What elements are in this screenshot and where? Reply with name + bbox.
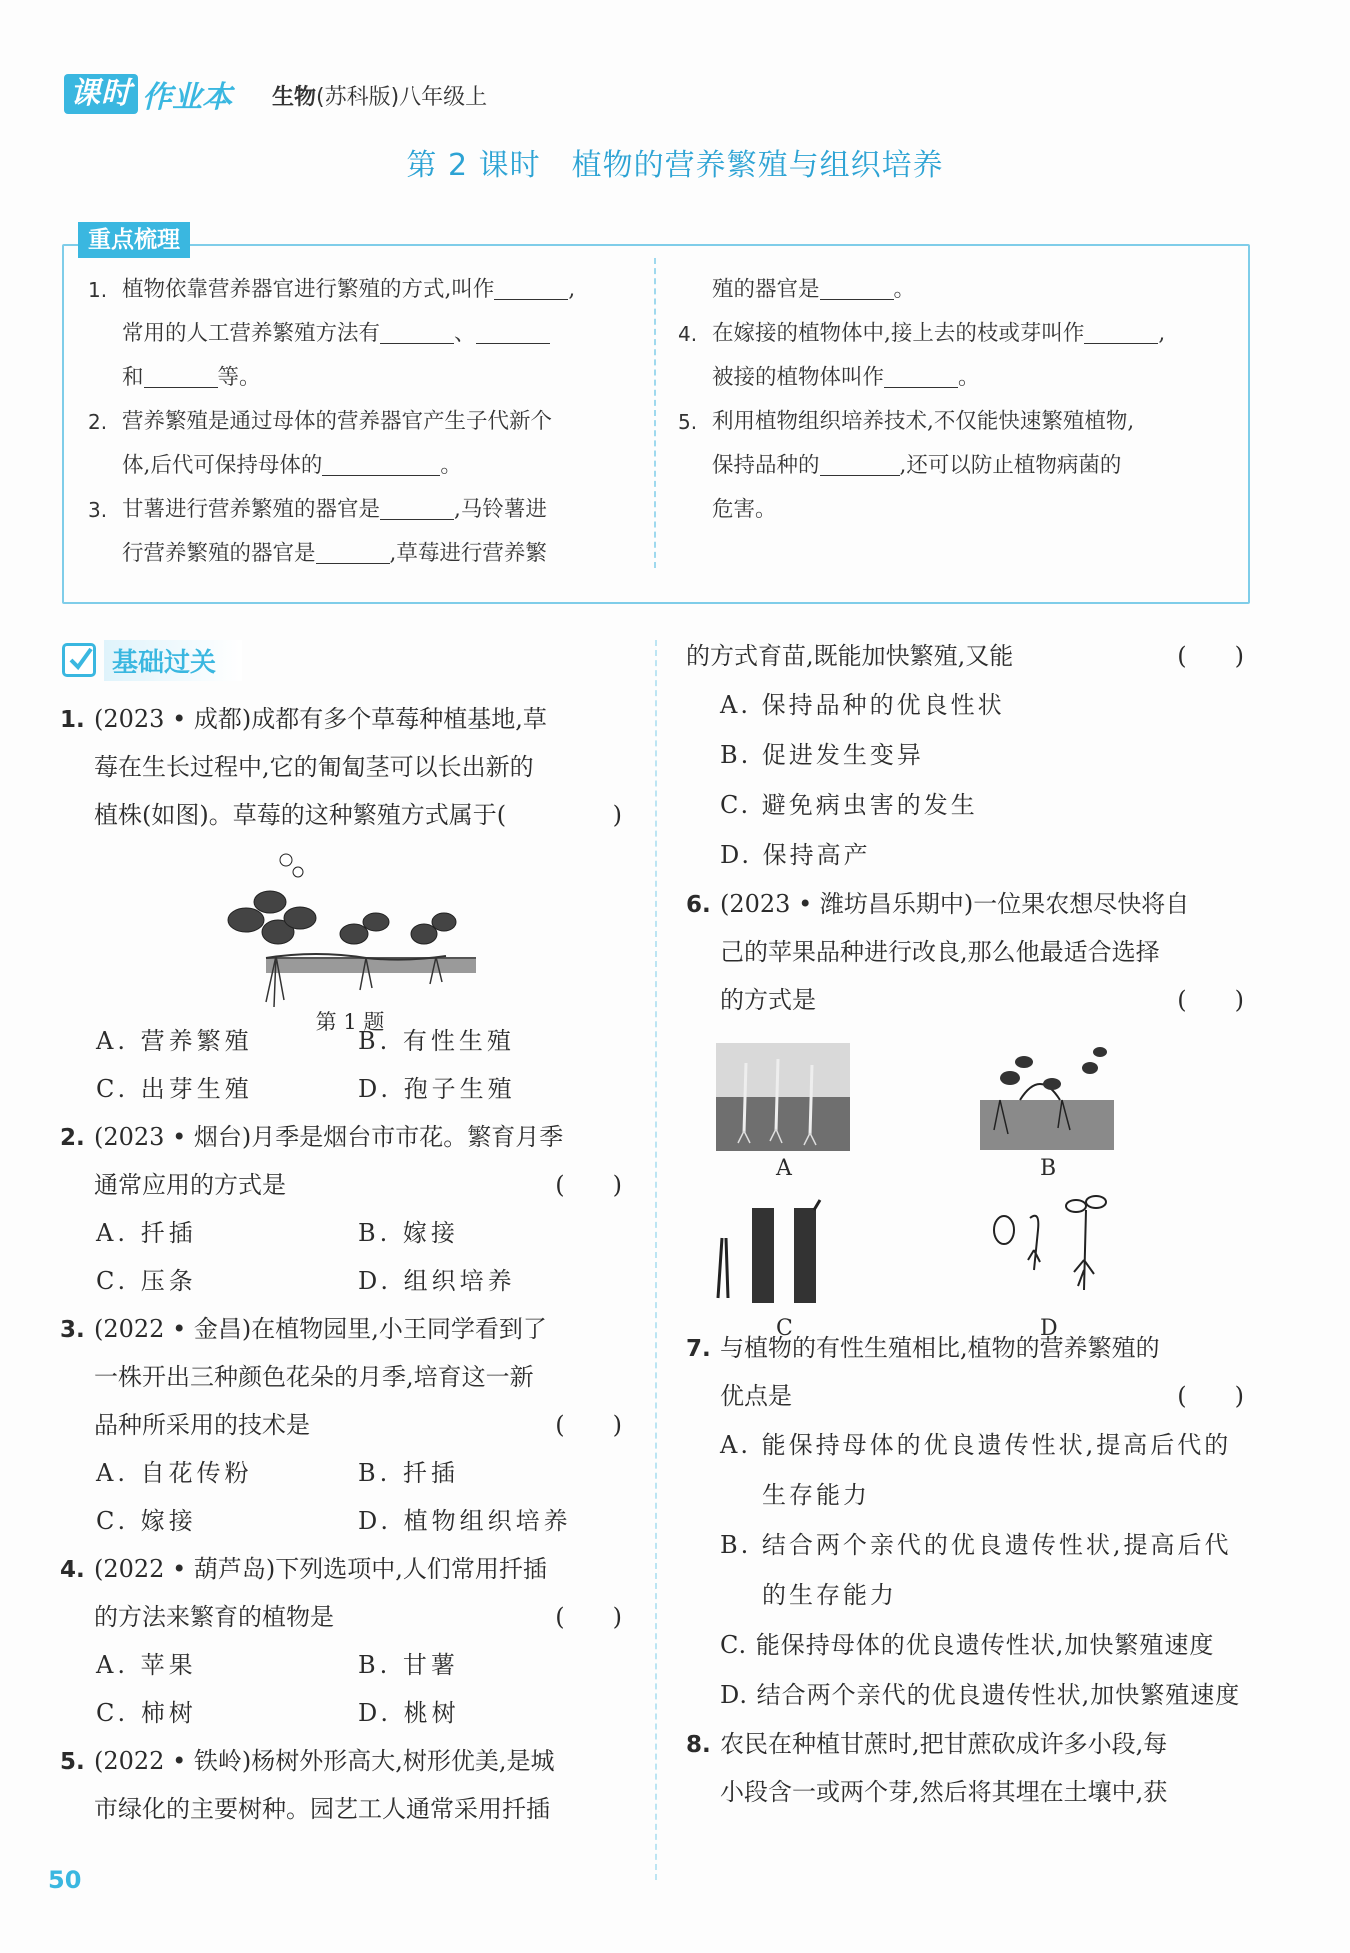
text: ,马铃薯进 — [454, 497, 547, 522]
brand-logo — [64, 74, 232, 114]
q7-option-d[interactable]: D. 结合两个亲代的优良遗传性状,加快繁殖速度 — [720, 1681, 1241, 1709]
answer-paren[interactable]: ( ) — [1177, 1382, 1244, 1410]
answer-paren[interactable]: ( ) — [555, 1171, 622, 1199]
q7-option-c[interactable]: C. 能保持母体的优良遗传性状,加快繁殖速度 — [720, 1631, 1215, 1659]
figure-label-b: B — [1040, 1156, 1057, 1181]
text: 和 — [122, 365, 144, 390]
question-number: 4. — [60, 1557, 85, 1583]
key-point-4 — [678, 312, 1226, 356]
text: 被接的植物体叫作 — [712, 365, 885, 390]
text: 与植物的有性生殖相比,植物的营养繁殖的 — [720, 1334, 1160, 1362]
key-point-3 — [88, 488, 634, 532]
text: 植物依靠营养器官进行繁殖的方式,叫作 — [122, 277, 495, 302]
subject-edition: (苏科版)八年级上 — [316, 85, 488, 110]
answer-paren[interactable]: ) — [612, 801, 622, 829]
key-point-3-line2 — [88, 532, 634, 576]
mother-plant — [228, 854, 316, 944]
answer-paren[interactable]: ( ) — [1177, 642, 1244, 670]
q5-line3 — [686, 632, 1252, 680]
figure-label-c: C — [776, 1316, 793, 1341]
q5-line2 — [60, 1785, 630, 1833]
q3-options-row2 — [60, 1497, 630, 1545]
text: 保持品种的 — [712, 453, 820, 478]
q3-line2 — [60, 1353, 630, 1401]
figure-label-d: D — [1040, 1316, 1058, 1341]
text: 。 — [440, 453, 462, 478]
q2-options-row2 — [60, 1257, 630, 1305]
key-points-tag: 重点梳理 — [78, 222, 190, 258]
q3-options-row1 — [60, 1449, 630, 1497]
text: 市绿化的主要树种。园艺工人通常采用扦插 — [94, 1795, 550, 1823]
question-number: 5. — [60, 1749, 85, 1775]
text: 危害。 — [712, 497, 777, 522]
daughter-plant-2 — [411, 913, 456, 944]
q2-line1 — [60, 1113, 630, 1161]
cutting-figure-a — [716, 1043, 850, 1151]
fill-blank[interactable] — [380, 315, 454, 344]
key-point-5-line2 — [678, 444, 1226, 488]
option-b[interactable]: B. 嫁接 — [358, 1219, 459, 1247]
q6-line3 — [686, 976, 1252, 1024]
question-number: 8. — [686, 1732, 711, 1758]
q3-line1 — [60, 1305, 630, 1353]
column-divider — [655, 640, 657, 1880]
text: ,草莓进行营养繁 — [389, 541, 547, 566]
key-point-5 — [678, 400, 1226, 444]
option-c[interactable]: C. 嫁接 — [96, 1507, 197, 1535]
page-number: 50 — [48, 1866, 82, 1894]
q7-option-b-cont: 的生存能力 — [762, 1581, 897, 1609]
key-point-5-line3 — [678, 488, 1226, 532]
text: 的方法来繁育的植物是 — [94, 1603, 334, 1631]
option-c[interactable]: C. 出芽生殖 — [96, 1075, 253, 1103]
text: 品种所采用的技术是 — [94, 1411, 310, 1439]
text: 甘薯进行营养繁殖的器官是 — [122, 497, 381, 522]
q4-options-row2 — [60, 1689, 630, 1737]
q7-option-a[interactable]: A. 能保持母体的优良遗传性状,提高后代的 — [720, 1431, 1232, 1459]
text: (2023 • 烟台)月季是烟台市市花。繁育月季 — [94, 1123, 564, 1151]
q7-line2 — [686, 1372, 1252, 1420]
grafting-figure-c — [716, 1198, 850, 1308]
key-point-2-line2 — [88, 444, 634, 488]
q4-options-row1 — [60, 1641, 630, 1689]
text: 利用植物组织培养技术,不仅能快速繁殖植物, — [712, 409, 1135, 434]
q6-line1 — [686, 880, 1252, 928]
option-c[interactable]: C. 压条 — [96, 1267, 197, 1295]
option-a[interactable]: A. 苹果 — [96, 1651, 197, 1679]
strawberry-runner-figure — [226, 842, 476, 1012]
text: 己的苹果品种进行改良,那么他最适合选择 — [720, 938, 1160, 966]
q2-line2 — [60, 1161, 630, 1209]
seed-germination-figure-d — [990, 1190, 1114, 1308]
subject-name: 生物 — [272, 85, 317, 110]
item-number: 1. — [88, 278, 108, 302]
q6-line2 — [686, 928, 1252, 976]
option-c[interactable]: C. 柿树 — [96, 1699, 197, 1727]
option-a[interactable]: A. 营养繁殖 — [96, 1027, 253, 1055]
q1-line2 — [60, 743, 630, 791]
q6-figures — [706, 1038, 1126, 1341]
answer-paren[interactable]: ( ) — [555, 1411, 622, 1439]
q7-option-b[interactable]: B. 结合两个亲代的优良遗传性状,提高后代 — [720, 1531, 1232, 1559]
q7-option-a-cont: 生存能力 — [762, 1481, 870, 1509]
daughter-plant-1 — [340, 913, 389, 944]
section-title: 基础过关 — [104, 640, 242, 681]
fill-blank[interactable] — [380, 491, 454, 520]
text: 、 — [454, 321, 476, 346]
key-points-divider — [654, 258, 656, 568]
text: 常用的人工营养繁殖方法有 — [122, 321, 381, 346]
fill-blank[interactable] — [884, 359, 958, 388]
fill-blank[interactable] — [322, 447, 440, 476]
item-number: 2. — [88, 410, 108, 434]
option-b[interactable]: B. 甘薯 — [358, 1651, 459, 1679]
q1-options-row2 — [60, 1065, 630, 1113]
q4-line2 — [60, 1593, 630, 1641]
fill-blank[interactable] — [316, 535, 390, 564]
text: (2022 • 金昌)在植物园里,小王同学看到了 — [94, 1315, 547, 1343]
option-d[interactable]: D. 组织培养 — [358, 1267, 516, 1295]
text: (2022 • 葫芦岛)下列选项中,人们常用扦插 — [94, 1555, 547, 1583]
answer-paren[interactable]: ( ) — [555, 1603, 622, 1631]
key-point-1-line3 — [88, 356, 634, 400]
q2-options-row1 — [60, 1209, 630, 1257]
key-point-3-line3 — [678, 268, 1226, 312]
text: 的方式是 — [720, 986, 816, 1014]
text: 行营养繁殖的器官是 — [122, 541, 316, 566]
answer-paren[interactable]: ( ) — [1177, 986, 1244, 1014]
q5-option-b[interactable]: B. 促进发生变异 — [720, 741, 924, 769]
text: 。 — [893, 277, 916, 302]
q5-option-d[interactable]: D. 保持高产 — [720, 841, 871, 869]
logo-box: 课时 — [64, 74, 138, 114]
fill-blank[interactable] — [144, 359, 218, 388]
fill-blank[interactable] — [820, 271, 894, 300]
text: 的方式育苗,既能加快繁殖,又能 — [686, 642, 1014, 670]
checkbox-icon — [62, 643, 96, 677]
q4-line1 — [60, 1545, 630, 1593]
text: 小段含一或两个芽,然后将其埋在土壤中,获 — [720, 1778, 1168, 1806]
fill-blank[interactable] — [820, 447, 900, 476]
q1-line3 — [60, 791, 630, 839]
text: , — [568, 277, 576, 302]
key-points-right-column — [678, 268, 1226, 532]
lesson-title: 第 2 课时 植物的营养繁殖与组织培养 — [406, 148, 944, 183]
question-number: 3. — [60, 1317, 85, 1343]
q5-option-a[interactable]: A. 保持品种的优良性状 — [720, 691, 1005, 719]
q5-line1 — [60, 1737, 630, 1785]
text: 农民在种植甘蔗时,把甘蔗砍成许多小段,每 — [720, 1730, 1168, 1758]
key-point-1-line2 — [88, 312, 634, 356]
q8-line2 — [686, 1768, 1252, 1816]
text: 等。 — [217, 365, 261, 390]
q3-line3 — [60, 1401, 630, 1449]
text: 殖的器官是 — [712, 277, 820, 302]
text: 体,后代可保持母体的 — [122, 453, 323, 478]
question-number: 1. — [60, 707, 85, 733]
figure-label-a: A — [776, 1156, 792, 1181]
text: (2023 • 潍坊昌乐期中)一位果农想尽快将自 — [720, 890, 1190, 918]
q5-option-c[interactable]: C. 避免病虫害的发生 — [720, 791, 978, 819]
fill-blank[interactable] — [1084, 315, 1158, 344]
subject-label — [272, 80, 487, 111]
layering-figure-b — [980, 1038, 1114, 1150]
text: 在嫁接的植物体中,接上去的枝或芽叫作 — [712, 321, 1085, 346]
text: 营养繁殖是通过母体的营养器官产生子代新个 — [122, 409, 553, 434]
option-d[interactable]: D. 孢子生殖 — [358, 1075, 516, 1103]
figure-caption: 第 1 题 — [315, 1010, 385, 1034]
fill-blank[interactable] — [494, 271, 568, 300]
key-point-4-line2 — [678, 356, 1226, 400]
question-number: 6. — [686, 892, 711, 918]
item-number: 4. — [678, 322, 698, 346]
option-b[interactable]: B. 有性生殖 — [358, 1027, 515, 1055]
q8-line1 — [686, 1720, 1252, 1768]
option-b[interactable]: B. 扦插 — [358, 1459, 459, 1487]
option-a[interactable]: A. 扦插 — [96, 1219, 197, 1247]
text: , — [1158, 321, 1166, 346]
logo-text: 作业本 — [142, 80, 232, 115]
text: 莓在生长过程中,它的匍匐茎可以长出新的 — [94, 753, 534, 781]
key-point-2 — [88, 400, 634, 444]
option-d[interactable]: D. 桃树 — [358, 1699, 460, 1727]
section-header — [62, 640, 242, 680]
option-d[interactable]: D. 植物组织培养 — [358, 1507, 572, 1535]
text: (2022 • 铁岭)杨树外形高大,树形优美,是城 — [94, 1747, 555, 1775]
text: 优点是 — [720, 1382, 792, 1410]
item-number: 3. — [88, 498, 108, 522]
item-number: 5. — [678, 410, 698, 434]
key-point-1 — [88, 268, 634, 312]
text: 植株(如图)。草莓的这种繁殖方式属于( — [94, 801, 507, 829]
text: ,还可以防止植物病菌的 — [899, 453, 1122, 478]
question-number: 2. — [60, 1125, 85, 1151]
fill-blank[interactable] — [476, 315, 550, 344]
text: 一株开出三种颜色花朵的月季,培育这一新 — [94, 1363, 534, 1391]
q1-line1 — [60, 695, 630, 743]
key-points-left-column — [88, 268, 634, 576]
text: 。 — [958, 365, 980, 390]
text: (2023 • 成都)成都有多个草莓种植基地,草 — [94, 705, 547, 733]
question-number: 7. — [686, 1336, 711, 1362]
text: 通常应用的方式是 — [94, 1171, 286, 1199]
option-a[interactable]: A. 自花传粉 — [96, 1459, 253, 1487]
